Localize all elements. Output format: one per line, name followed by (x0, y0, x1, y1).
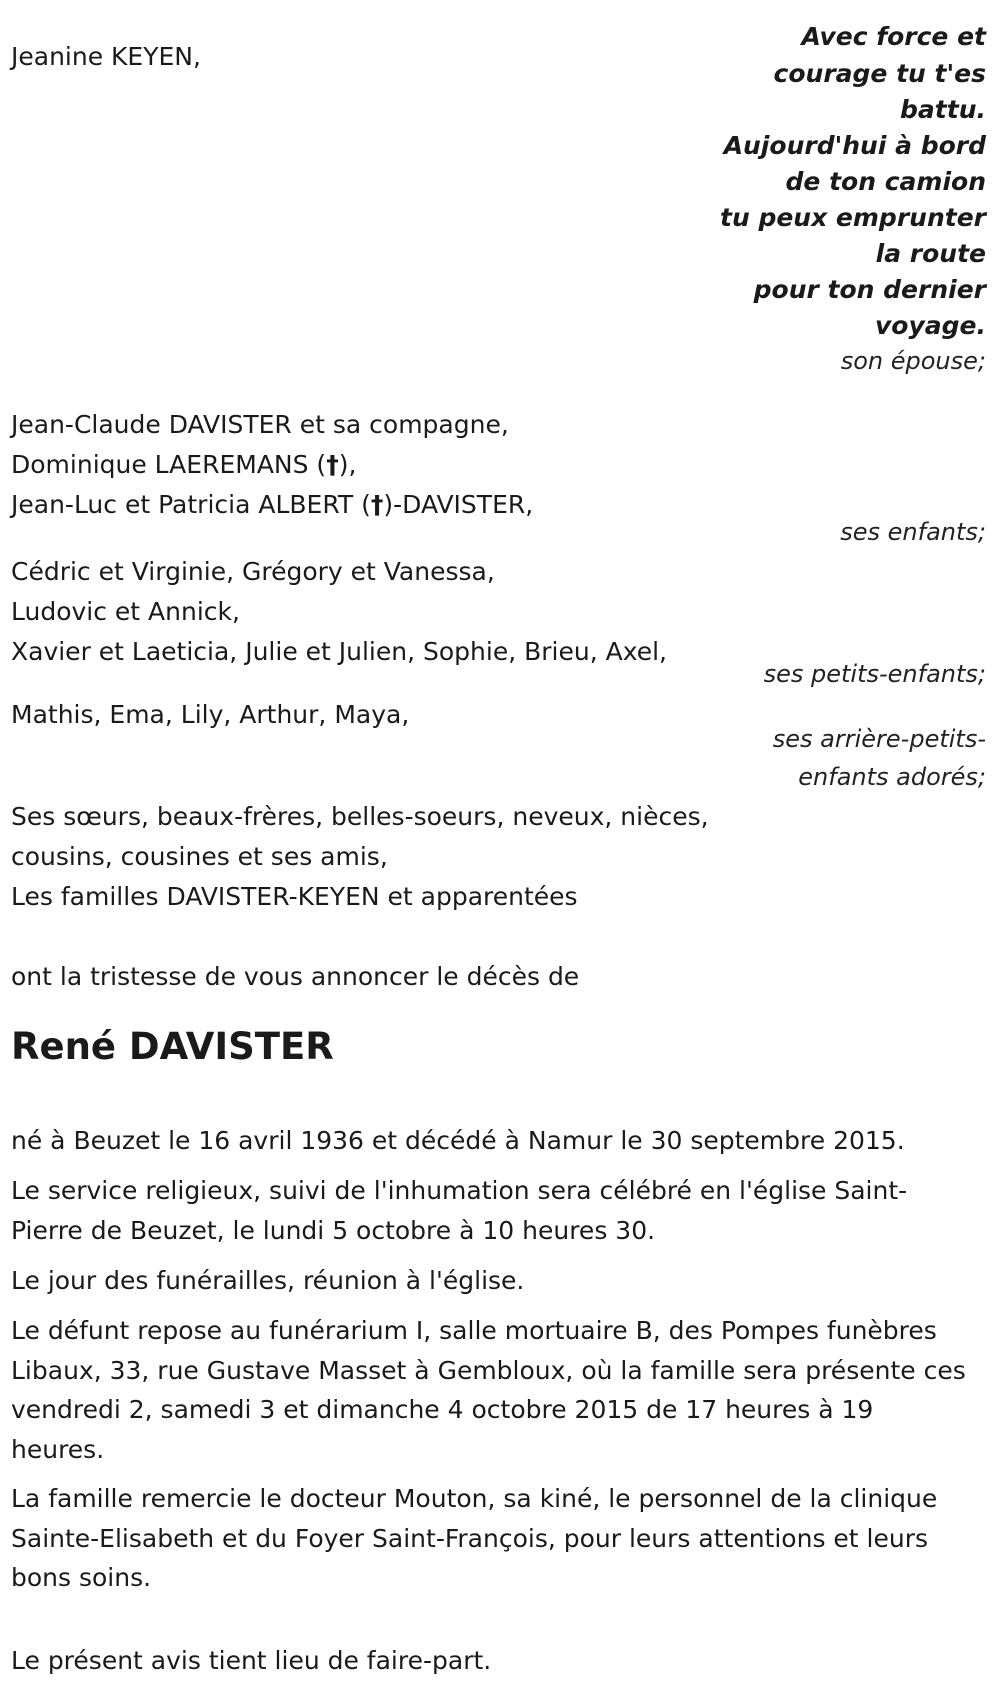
poem-line: voyage. (875, 311, 986, 340)
child-line: Jean-Claude DAVISTER et sa compagne, (11, 410, 509, 439)
detail-paragraph: Le service religieux, suivi de l'inhumation sera célébré en l'église Saint-Pierre de Beuzet, le lundi 5 octobre à 10 heures 30. (11, 1176, 908, 1245)
great-grandchildren-role: ses arrière-petits- (772, 725, 986, 753)
great-grandchildren-role: enfants adorés; (798, 763, 986, 791)
spouse-role: son épouse; (840, 347, 986, 375)
child-line: Dominique LAEREMANS (†), (11, 450, 357, 479)
cross-icon: † (370, 490, 384, 519)
grandchild-line: Cédric et Virginie, Grégory et Vanessa, (11, 557, 495, 586)
poem-line: Avec force et (801, 22, 986, 51)
poem-line: courage tu t'es (773, 59, 986, 88)
detail-paragraph: né à Beuzet le 16 avril 1936 et décédé à Namur le 30 septembre 2015. (11, 1126, 905, 1155)
poem-line: pour ton dernier (753, 275, 986, 304)
detail-paragraph: Le défunt repose au funérarium I, salle mortuaire B, des Pompes funèbres Libaux, 33, rue Gustave Masset à Gembloux, où la famille sera présente ces vendredi 2, samedi 3 et dimanche 4 octobre 2015 de 17 heures à 19 heures. (11, 1316, 966, 1464)
grandchildren-role: ses petits-enfants; (763, 660, 986, 688)
children-role: ses enfants; (840, 518, 986, 546)
poem-line: Aujourd'hui à bord (723, 131, 986, 160)
great-grandchild-line: Mathis, Ema, Lily, Arthur, Maya, (11, 700, 410, 729)
poem-line: de ton camion (785, 167, 986, 196)
announcement-text: ont la tristesse de vous annoncer le décès de (11, 962, 580, 991)
poem-line: la route (875, 239, 986, 268)
grandchild-line: Xavier et Laeticia, Julie et Julien, Sophie, Brieu, Axel, (11, 637, 667, 666)
deceased-name: René DAVISTER (11, 1025, 334, 1068)
poem-line: tu peux emprunter (720, 203, 986, 232)
poem-line: battu. (900, 95, 986, 124)
death-notice (11, 0, 986, 1696)
family-line: cousins, cousines et ses amis, (11, 842, 388, 871)
detail-paragraph: Le jour des funérailles, réunion à l'église. (11, 1266, 525, 1295)
closing-note: Le présent avis tient lieu de faire-part. (11, 1646, 492, 1675)
detail-paragraph: La famille remercie le docteur Mouton, sa kiné, le personnel de la clinique Sainte-Elisabeth et du Foyer Saint-François, pour leurs attentions et leurs bons soins. (11, 1484, 938, 1592)
spouse-name: Jeanine KEYEN, (11, 42, 201, 71)
grandchild-line: Ludovic et Annick, (11, 597, 240, 626)
family-line: Ses sœurs, beaux-frères, belles-soeurs, neveux, nièces, (11, 802, 709, 831)
cross-icon: † (326, 450, 339, 479)
family-line: Les familles DAVISTER-KEYEN et apparentées (11, 882, 578, 911)
child-line: Jean-Luc et Patricia ALBERT (†)-DAVISTER, (11, 490, 534, 519)
